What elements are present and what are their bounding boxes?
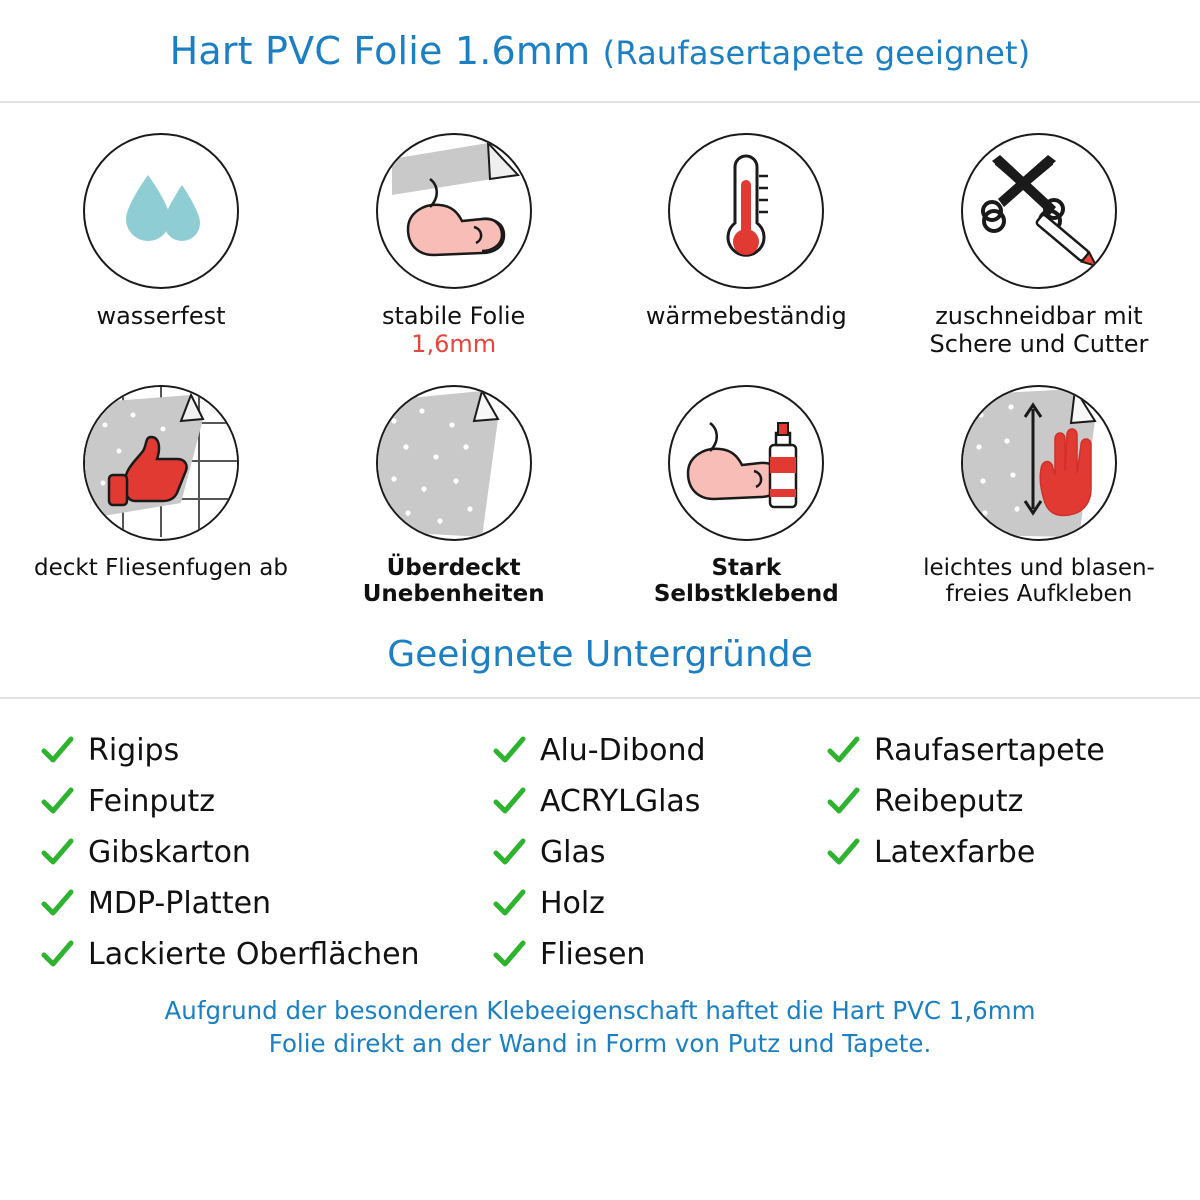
list-item-label: Raufasertapete: [873, 733, 1105, 768]
surface-column-1: [40, 725, 492, 980]
feature-caption: deckt Fliesenfugen ab: [34, 554, 288, 581]
scissors-cutter-icon: [974, 149, 1104, 273]
feature-caption: wärmebeständig: [645, 302, 847, 330]
feature-wasserfest: [26, 133, 296, 359]
check-icon: [492, 887, 526, 921]
feature-icon-circle: [668, 385, 824, 541]
check-icon: [40, 938, 74, 972]
feature-icon-circle: [83, 133, 239, 289]
check-icon: [40, 785, 74, 819]
thermometer-icon: [716, 150, 776, 272]
list-item-label: Gibskarton: [88, 835, 251, 870]
list-item-label: Reibeputz: [873, 784, 1024, 819]
surface-lists: [0, 699, 1200, 980]
feature-stabile-folie: [319, 133, 589, 359]
check-icon: [492, 836, 526, 870]
list-item: [40, 929, 492, 980]
feature-waermebestaendig: [611, 133, 881, 359]
list-item-label: Fliesen: [539, 937, 646, 972]
feature-caption: stabile Folie 1,6mm: [381, 302, 526, 358]
feature-icon-circle: [83, 385, 239, 541]
check-icon: [492, 734, 526, 768]
page-header: [0, 0, 1200, 103]
list-item: [40, 827, 492, 878]
feature-leichtes-aufkleben: [904, 385, 1174, 608]
feature-icon-circle: [961, 385, 1117, 541]
list-item: [492, 827, 826, 878]
check-icon: [826, 734, 860, 768]
feature-grid: [0, 103, 1200, 608]
section-title: Geeignete Untergründe: [387, 634, 813, 675]
check-icon: [826, 836, 860, 870]
feature-caption-accent: 1,6mm: [411, 329, 497, 358]
list-item-label: Latexfarbe: [873, 835, 1036, 870]
check-icon: [826, 785, 860, 819]
list-item-label: Feinputz: [88, 784, 215, 819]
feature-caption: leichtes und blasen- freies Aufkleben: [923, 554, 1155, 608]
list-item-label: Glas: [539, 835, 606, 870]
check-icon: [492, 938, 526, 972]
list-item: [826, 776, 1160, 827]
check-icon: [40, 734, 74, 768]
covered-surface-icon: [378, 385, 530, 541]
strong-arm-foil-icon: [378, 133, 530, 289]
list-item-label: MDP-Platten: [88, 886, 272, 921]
surface-column-2: [492, 725, 826, 980]
feature-icon-circle: [668, 133, 824, 289]
page-title: [170, 29, 1031, 73]
list-item-label: Rigips: [88, 733, 180, 768]
check-icon: [492, 785, 526, 819]
list-item-label: ACRYLGlas: [539, 784, 701, 819]
list-item: [492, 878, 826, 929]
check-icon: [40, 887, 74, 921]
list-item: [40, 776, 492, 827]
feature-caption: zuschneidbar mit Schere und Cutter: [929, 302, 1149, 358]
feature-icon-circle: [376, 133, 532, 289]
surface-column-3: [826, 725, 1160, 980]
feature-caption: Überdeckt Unebenheiten: [362, 554, 545, 608]
footer-note-line-1: Aufgrund der besonderen Klebeeigenschaft haftet die Hart PVC 1,6mm: [164, 996, 1036, 1025]
strong-adhesive-icon: [670, 385, 822, 541]
check-icon: [40, 836, 74, 870]
water-drops-icon: [106, 161, 216, 261]
feature-icon-circle: [961, 133, 1117, 289]
feature-icon-circle: [376, 385, 532, 541]
list-item-label: Alu-Dibond: [539, 733, 706, 768]
list-item: [826, 827, 1160, 878]
list-item: [40, 725, 492, 776]
feature-ueberdeckt-unebenheiten: [319, 385, 589, 608]
section-header: [0, 634, 1200, 699]
feature-row-1: [26, 133, 1174, 359]
list-item: [492, 776, 826, 827]
feature-zuschneidbar: [904, 133, 1174, 359]
feature-row-2: [26, 385, 1174, 608]
footer-note-line-2: Folie direkt an der Wand in Form von Putz und Tapete.: [268, 1029, 932, 1059]
feature-caption: wasserfest: [96, 302, 226, 330]
feature-deckt-fliesenfugen: [26, 385, 296, 608]
list-item-label: Holz: [539, 886, 605, 921]
list-item: [826, 725, 1160, 776]
list-item: [492, 929, 826, 980]
list-item: [492, 725, 826, 776]
thumbs-up-tiles-icon: [85, 385, 237, 541]
feature-caption: Stark Selbstklebend: [653, 554, 839, 608]
feature-stark-selbstklebend: [611, 385, 881, 608]
list-item: [40, 878, 492, 929]
page-title-main: Hart PVC Folie 1.6mm: [169, 28, 591, 73]
easy-application-hand-icon: [963, 385, 1115, 541]
page-title-sub: (Raufasertapete geeignet): [602, 33, 1031, 72]
footer-note: [0, 994, 1200, 1060]
list-item-label: Lackierte Oberflächen: [88, 937, 420, 972]
